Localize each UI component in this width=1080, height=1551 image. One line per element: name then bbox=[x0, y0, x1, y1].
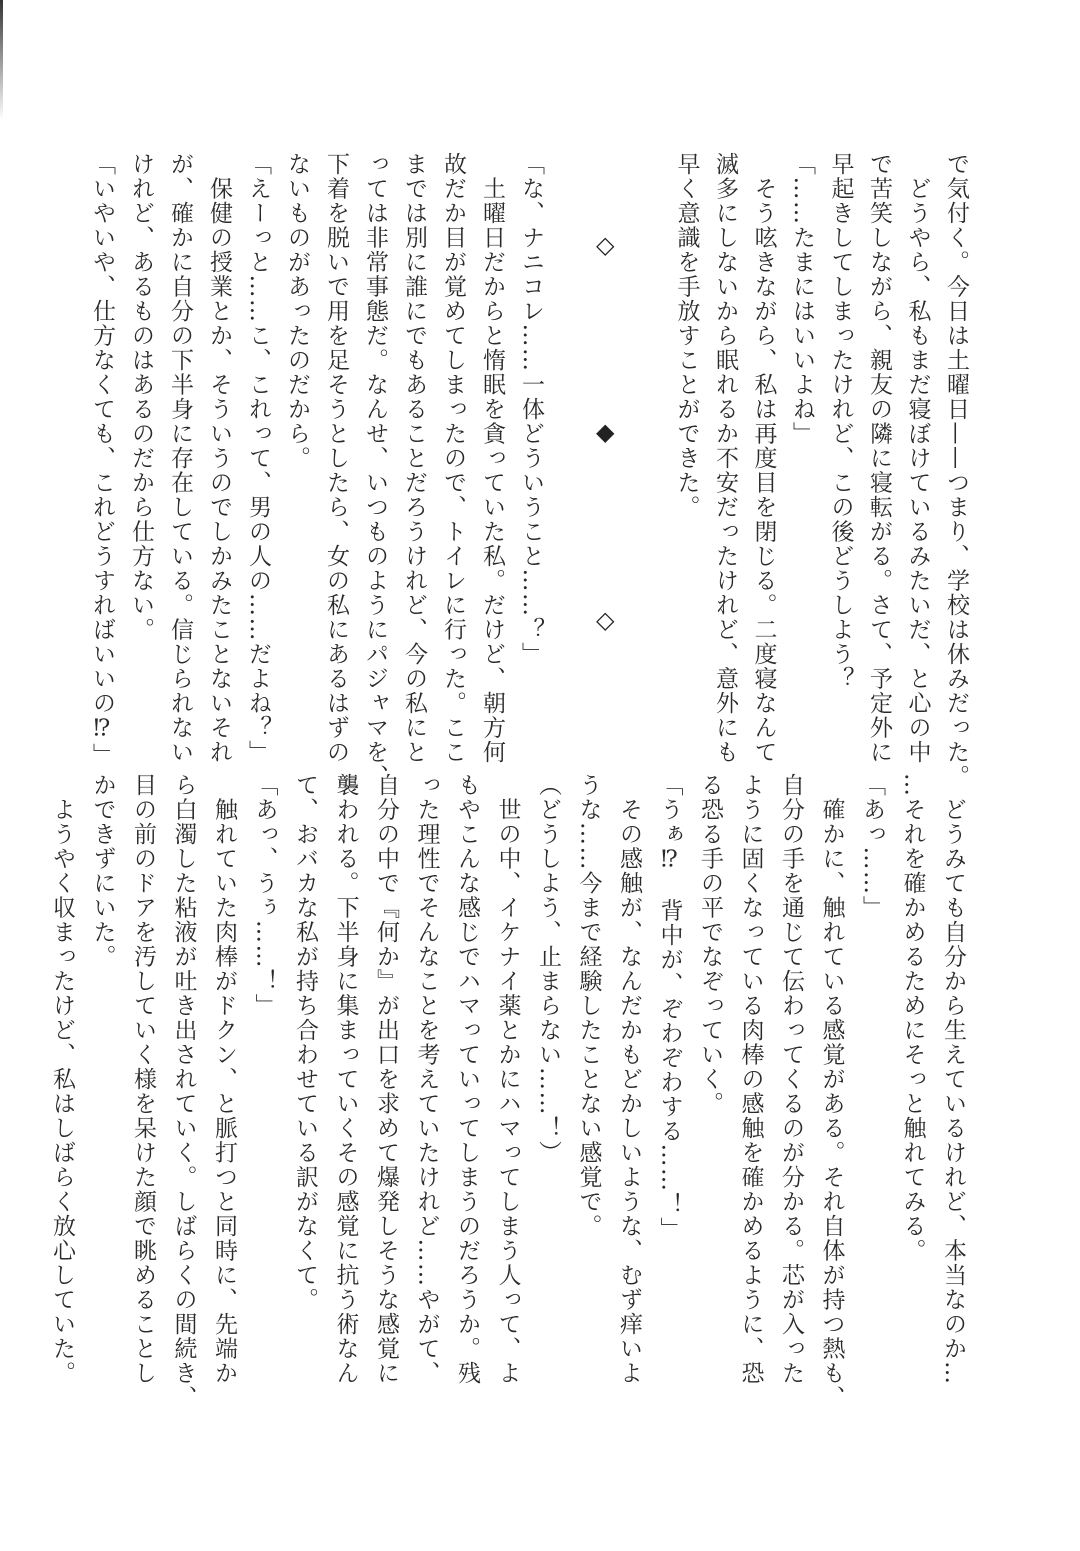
page-edge-shadow bbox=[0, 0, 3, 120]
text-column: 自分の中で『何か』が出口を求めて爆発しそうな感覚に bbox=[373, 773, 399, 1386]
text-column: 「えーっと……こ、これって、男の人の……だよね？」 bbox=[245, 152, 271, 765]
text-column: どうやら、私もまだ寝ぼけているみたいだ、と心の中 bbox=[904, 152, 931, 765]
text-column: 「あっ、うぅ……！」 bbox=[251, 773, 278, 1018]
scene-break-open-diamond-icon: ◇ bbox=[596, 606, 615, 634]
text-block-top-left bbox=[82, 152, 550, 789]
text-column: 自分の手を通じて伝わってくるのが分かる。芯が入った bbox=[778, 773, 804, 1386]
text-column: かできずにいた。 bbox=[89, 773, 116, 969]
text-block-top-right bbox=[667, 152, 975, 789]
text-column: 目の前のドアを汚していく様を呆けた顔で眺めることし bbox=[130, 773, 156, 1386]
text-column: 世の中、イケナイ薬とかにハマってしまう人って、よ bbox=[494, 773, 521, 1386]
scene-break-filled-diamond-icon: ◆ bbox=[596, 418, 615, 446]
text-column: ように固くなっている肉棒の感触を確かめるように、恐 bbox=[737, 773, 764, 1386]
text-column: …それを確かめるためにそっと触れてみる。 bbox=[899, 773, 926, 1263]
text-column: 「……たまにはいいよね」 bbox=[789, 152, 815, 446]
text-column: 「な、ナニコレ……一体どういうこと……？」 bbox=[518, 152, 544, 667]
text-column: て、おバカな私が持ち合わせている訳がなくて。 bbox=[292, 773, 318, 1312]
text-block-bottom bbox=[42, 773, 974, 1410]
text-column: 早起きしてしまったけれど、この後どうしよう？ bbox=[827, 152, 854, 691]
text-column: る恐る手の平でなぞっていく。 bbox=[697, 773, 723, 1116]
text-column: った理性でそんなことを考えていたけれど……やがて、 bbox=[413, 773, 440, 1386]
text-column: 「うぁ⁉ 背中が、ぞわぞわする……！」 bbox=[656, 773, 683, 1242]
text-column: その感触が、なんだかもどかしいような、むず痒いよ bbox=[616, 773, 642, 1386]
text-column: そう呟きながら、私は再度目を閉じる。二度寝なんて bbox=[750, 152, 777, 765]
text-column: までは別に誰にでもあることだろうけれど、今の私にと bbox=[401, 152, 427, 765]
text-column: ようやく収まったけど、私はしばらく放心していた。 bbox=[49, 773, 75, 1386]
text-column: が、確かに自分の下半身に存在している。信じられない bbox=[167, 152, 193, 765]
text-column: で気付く。今日は土曜日——つまり、学校は休みだった。 bbox=[943, 152, 969, 789]
text-column: もやこんな感じでハマっていってしまうのだろうか。残 bbox=[454, 773, 480, 1386]
text-column: 「あっ……」 bbox=[859, 773, 885, 920]
text-column: 触れていた肉棒がドクン、と脈打つと同時に、先端か bbox=[211, 773, 237, 1386]
text-column: 保健の授業とか、そういうのでしかみたことないそれ bbox=[206, 152, 232, 765]
text-column: 故だか目が覚めてしまったので、トイレに行った。ここ bbox=[440, 152, 466, 765]
text-column: 襲われる。下半身に集まっていくその感覚に抗う術なん bbox=[332, 773, 359, 1386]
text-column: ないものがあったのだから。 bbox=[284, 152, 310, 471]
text-column: けれど、あるものはあるのだから仕方ない。 bbox=[128, 152, 154, 642]
text-column: 「いやいや、仕方なくても、これどうすればいいの⁉」 bbox=[89, 152, 115, 768]
text-column: 確かに、触れている感覚がある。それ自体が持つ熱も、 bbox=[818, 773, 845, 1410]
text-column: 下着を脱いで用を足そうとしたら、女の私にあるはずの bbox=[323, 152, 349, 765]
text-column: どうみても自分から生えているけれど、本当なのか… bbox=[940, 773, 966, 1386]
text-column: で苦笑しながら、親友の隣に寝転がる。さて、予定外に bbox=[866, 152, 892, 765]
text-column: ら白濁した粘液が吐き出されていく。しばらくの間続き、 bbox=[170, 773, 197, 1410]
text-column: 早く意識を手放すことができた。 bbox=[673, 152, 700, 520]
text-column: っては非常事態だ。なんせ、いつものようにパジャマを、 bbox=[362, 152, 388, 789]
text-column: 土曜日だからと惰眠を貪っていた私。だけど、朝方何 bbox=[479, 152, 505, 765]
scene-break-open-diamond-icon: ◇ bbox=[596, 231, 615, 259]
text-column: （どうしよう、止まらない……！） bbox=[535, 773, 561, 1165]
text-column: うな……今まで経験したことない感覚で。 bbox=[575, 773, 602, 1239]
text-column: 滅多にしないから眠れるか不安だったけれど、意外にも bbox=[712, 152, 738, 765]
